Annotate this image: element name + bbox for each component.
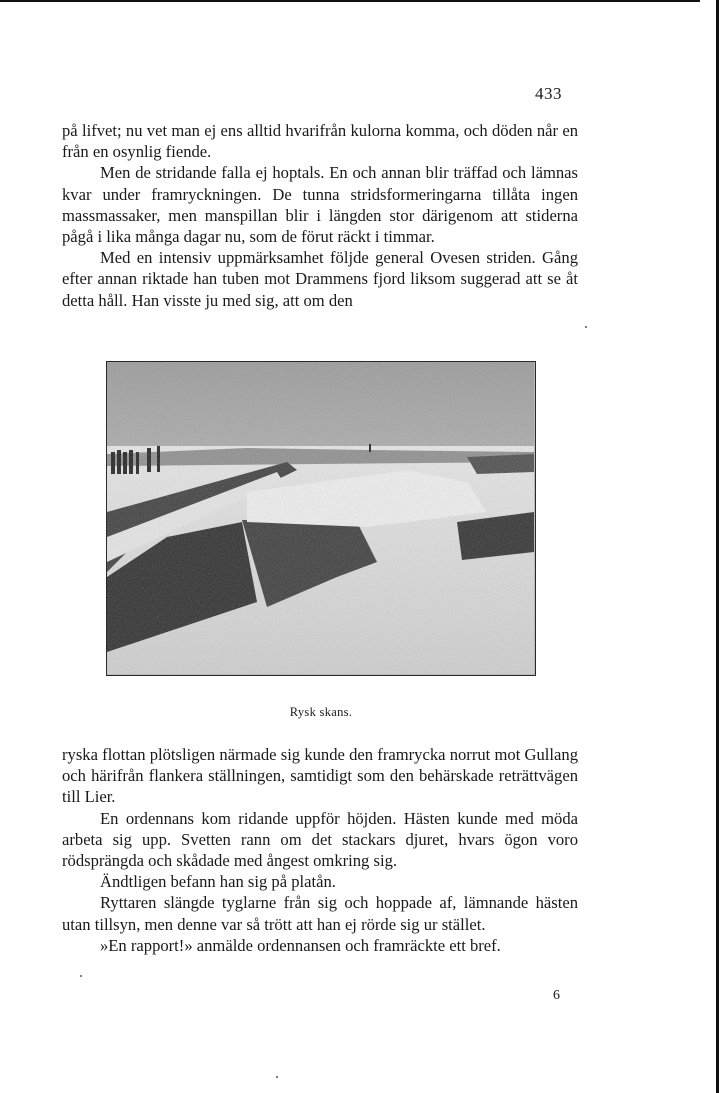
photo-grain bbox=[107, 362, 534, 674]
page-top-edge bbox=[0, 0, 700, 2]
text-block-before-figure bbox=[62, 120, 578, 311]
stray-ink-dot bbox=[585, 326, 587, 328]
paragraph-3: Med en intensiv uppmärksamhet följde general Ovesen striden. Gång efter annan riktade han tuben mot Drammens fjord liksom suggerad att se åt detta håll. Han visste ju med sig, att om den bbox=[62, 248, 578, 310]
page-right-edge bbox=[716, 0, 719, 1093]
paragraph-2: Men de stridande falla ej hoptals. En och annan blir träffad och lämnas kvar under framryckningen. De tunna stridsformeringarna tillåta ingen massmassaker, men manspillan blir i längden stor därigenom att stiderna pågå i lika många dagar nu, som de förut räckt i timmar. bbox=[62, 163, 578, 247]
paragraph-6: Ändtligen befann han sig på platån. bbox=[100, 872, 336, 892]
photo-figure bbox=[106, 361, 536, 676]
paragraph-8: »En rapport!» anmälde ordennansen och framräckte ett bref. bbox=[100, 935, 501, 955]
paragraph-4: ryska flottan plötsligen närmade sig kunde den framrycka norrut mot Gullang och härifrån flankera ställningen, samtidigt som den behärskade reträttvägen till Lier. bbox=[62, 745, 578, 807]
paragraph-5: En ordennans kom ridande uppför höjden. Hästen kunde med möda arbeta sig upp. Svetten rann om det stackars djuret, hvars ögon voro rödsprängda och skådade med ångest omkring sig. bbox=[62, 808, 578, 871]
stray-ink-dot bbox=[276, 1076, 278, 1078]
paragraph-7: Ryttaren slängde tyglarne från sig och hoppade af, lämnande hästen utan tillsyn, men denne var så trött att han ej rörde sig ur stället. bbox=[62, 893, 578, 934]
paragraph-1: på lifvet; nu vet man ej ens alltid hvarifrån kulorna komma, och döden når en från en osynlig fiende. bbox=[62, 121, 578, 162]
signature-mark: 6 bbox=[553, 988, 560, 1003]
figure-caption: Rysk skans. bbox=[289, 705, 353, 719]
stray-ink-dot bbox=[80, 975, 82, 977]
text-block-after-figure bbox=[62, 744, 578, 956]
page-number: 433 bbox=[535, 84, 562, 103]
trench-photo-illustration bbox=[107, 362, 534, 674]
